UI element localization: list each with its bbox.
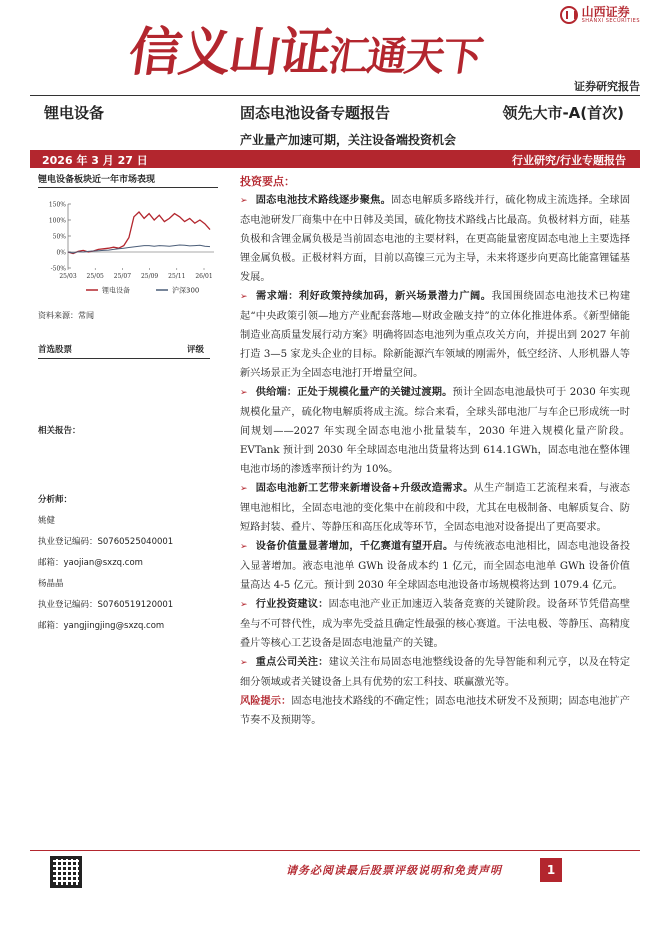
key-point-body: 我国围绕固态电池技术已构建起“中央政策引领—地方产业配套落地—财政金融支持”的立体化推进体系。《新型储能制造业高质量发展行动方案》明确将固态电池列为重点攻关方向，并提出到 2027 年前打造 3—5 家龙头企业的目标。除新能源汽车领域的刚需外，低空经济、人形机器人等新兴场景正为全固态电池打开增量空间。 (240, 291, 631, 379)
sector-label: 锂电设备 (44, 104, 105, 122)
key-point-body: 预计全固态电池最快可于 2030 年实现规模化量产，硫化物电解质将成主流。综合来看，全球头部电池厂与车企已形成统一时间规划——2027 年实现全固态电池小批量装车，2030 年进入规模化量产阶段。EVTank 预计到 2030 年全球固态电池出货量将达到 614.1GWh，固态电池在整体锂电池市场的渗透率预计约为 10%。 (240, 387, 631, 475)
analyst-email[interactable]: 邮箱：yaojian@sxzq.com (38, 558, 143, 568)
key-point-body: 与传统液态电池相比，固态电池设备投入显著增加。液态电池单 GWh 设备成本约 1 亿元，而全固态电池单 GWh 设备价值量高达 4-5 亿元。预计到 2030 年全球固态电池设备市场规模将达到 1079.4 亿元。 (240, 541, 630, 591)
page-number: 1 (540, 858, 562, 882)
slogan (125, 10, 488, 85)
analyst-name: 杨晶晶 (38, 579, 64, 589)
slogan-char: 通 (363, 34, 408, 80)
key-point-title: 设备价值量显著增加，千亿赛道有望开启。 (255, 541, 454, 552)
analyst-block (38, 490, 173, 637)
slogan-char: 汇 (325, 34, 370, 80)
key-point (240, 537, 630, 595)
risk-label: 风险提示： (240, 696, 292, 707)
key-point-body: 从生产制造工艺流程来看，与液态锂电池相比，全固态电池的变化集中在前段和中段，尤其在电极制备、电解质复合、防短路封装、叠片、等静压和高压化成等环节，全固态电池对设备提出了更高要求。 (240, 483, 630, 533)
legend-label: 沪深300 (172, 286, 200, 295)
key-points-title: 投资要点： (240, 175, 295, 188)
top-picks-label: 首选股票 (38, 345, 73, 355)
y-tick-label: 100% (48, 217, 66, 225)
key-point-title: 固态电池新工艺带来新增设备+升级改造需求。 (255, 483, 474, 494)
header-banner (0, 0, 662, 96)
date-bar (30, 150, 640, 168)
bullet-arrow-icon: ➢ (240, 388, 248, 398)
report-title: 固态电池设备专题报告 (240, 104, 391, 122)
chart-title: 锂电设备板块近一年市场表现 (38, 172, 218, 188)
rating-column-label: 评级 (186, 345, 204, 355)
qr-code-icon (50, 856, 82, 888)
key-point (240, 595, 630, 653)
risk-body: 固态电池技术路线的不确定性；固态电池技术研发不及预期；固态电池扩产节奏不及预期等。 (240, 696, 630, 726)
series-line (68, 212, 210, 254)
bullet-arrow-icon: ➢ (240, 292, 248, 302)
bullet-arrow-icon: ➢ (240, 542, 248, 552)
y-tick-label: 50% (52, 233, 66, 241)
chart-source: 资料来源：常闻 (38, 311, 94, 320)
slogan-char: 证 (275, 23, 334, 83)
key-point-body: 固态电池产业正加速迈入装备竞赛的关键阶段。设备环节凭借高壁垒与不可替代性，成为率先受益且确定性最强的核心赛道。干法电极、等静压、高精度叠片等核心工艺设备是固态电池量产的关键。 (240, 599, 631, 649)
key-point (240, 383, 630, 479)
y-tick-label: 150% (48, 201, 66, 209)
analysts-title: 分析师： (38, 495, 73, 505)
industry-rating: 领先大市-A(首次) (502, 104, 624, 122)
key-points-section (240, 172, 630, 730)
key-point-title: 重点公司关注： (255, 657, 329, 668)
analyst-email[interactable]: 邮箱：yangjingjing@sxzq.com (38, 621, 165, 631)
key-point-body: 建议关注布局固态电池整线设备的先导智能和利元亨，以及在特定细分领域或者关键设备上具有优势的宏工科技、联赢激光等。 (240, 657, 631, 688)
divider (30, 95, 640, 96)
slogan-char: 义 (175, 23, 234, 83)
related-reports-label: 相关报告： (38, 426, 81, 436)
key-point-title: 需求端：利好政策持续加码，新兴场景潜力广阔。 (255, 291, 492, 302)
bullet-arrow-icon: ➢ (240, 600, 248, 610)
y-tick-label: -50% (50, 265, 66, 273)
sidebar (38, 172, 218, 631)
risk-warning (240, 692, 630, 730)
report-date: 2026 年 3 月 27 日 (42, 154, 148, 167)
y-tick-label: 0% (56, 249, 66, 257)
slogan-char: 下 (439, 34, 484, 80)
footer-divider (30, 850, 640, 851)
key-point (240, 191, 630, 287)
logo-subtext: SHANXI SECURITIES (581, 18, 640, 24)
key-point-body: 固态电解质多路线并行，硫化物成主流选择。全球固态电池研发厂商集中在中日韩及美国，硫化物技术路线占比最高。负极材料方面，硅基负极和含锂金属负极是当前固态电池的主要材料，在更高能量密度固态电池上主要选择锂金属负极。正极材料方面，目前以高镍三元为主导，未来将逐步向更高比能富锂锰基发展。 (240, 195, 631, 283)
legend-label: 锂电设备 (102, 286, 130, 295)
analyst-name: 姚健 (38, 516, 56, 526)
key-point (240, 653, 630, 692)
analyst-license: 执业登记编码：S0760519120001 (38, 600, 174, 610)
x-tick-label: 25/07 (113, 273, 132, 280)
report-type: 证券研究报告 (574, 80, 640, 93)
report-category: 行业研究/行业专题报告 (511, 154, 626, 167)
x-tick-label: 25/03 (59, 273, 77, 280)
x-tick-label: 25/05 (86, 273, 104, 280)
report-subtitle: 产业量产加速可期，关注设备端投资机会 (240, 133, 457, 147)
bullet-arrow-icon: ➢ (240, 484, 248, 494)
company-logo (560, 6, 640, 24)
logo-icon (560, 6, 578, 24)
key-point (240, 479, 630, 537)
key-point-title: 行业投资建议： (255, 599, 329, 610)
disclaimer-text[interactable]: 请务必阅读最后股票评级说明和免责声明 (286, 864, 502, 877)
x-tick-label: 25/11 (168, 273, 186, 280)
market-performance-chart (38, 198, 218, 308)
x-tick-label: 25/09 (140, 273, 159, 280)
bullet-arrow-icon: ➢ (240, 196, 248, 206)
key-point-title: 固态电池技术路线逐步聚焦。 (255, 195, 391, 206)
analyst-license: 执业登记编码：S0760525040001 (38, 537, 174, 547)
slogan-char: 天 (401, 34, 446, 80)
key-point (240, 287, 630, 383)
logo-text: 山西证券 (581, 5, 630, 19)
slogan-char: 山 (225, 23, 284, 83)
slogan-char: 信 (125, 23, 184, 83)
key-point-title: 供给端：正处于规模化量产的关键过渡期。 (255, 387, 453, 398)
x-tick-label: 26/01 (195, 273, 213, 280)
bullet-arrow-icon: ➢ (240, 658, 248, 668)
top-picks-header (38, 343, 210, 359)
